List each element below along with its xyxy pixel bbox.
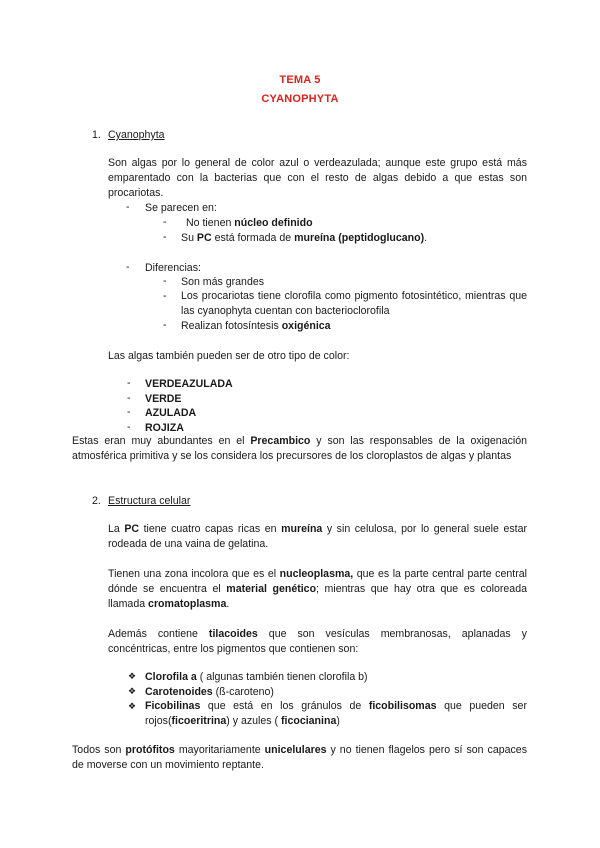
section-number-1: 1.: [92, 129, 101, 141]
protofitos-paragraph: Todos son protófitos mayoritariamente unicelulares y no tienen flagelos pero sí son capaces de moverse con un movimiento reptante.: [72, 744, 527, 771]
diamond-bullet-icon: ❖: [128, 701, 137, 711]
section-number-2: 2.: [92, 495, 101, 507]
parecen-label: Se parecen en:: [145, 202, 217, 214]
list-dash: -: [163, 319, 167, 331]
section-heading-estructura: Estructura celular: [108, 495, 191, 507]
list-dash: -: [126, 201, 130, 213]
list-dash: -: [127, 421, 131, 433]
list-dash: -: [163, 290, 167, 302]
nucleoplasma-paragraph: Tienen una zona incolora que es el nucleoplasma, que es la parte central parte central dónde se encuentra el material genético; mientras que hay otra que es coloreada llamada cromatoplasma.: [108, 568, 527, 610]
color-item: AZULADA: [145, 407, 197, 419]
list-dash: -: [163, 216, 167, 228]
pigment-item-2: Carotenoides (ß-caroteno): [145, 686, 274, 698]
list-dash: -: [127, 406, 131, 418]
pigment-item-3: Ficobilinas que está en los gránulos de ficobilisomas que pueden ser rojos(ficoeritrina) y azules ( ficocianina): [145, 700, 527, 727]
diferencias-item-3: Realizan fotosíntesis oxigénica: [181, 320, 331, 332]
diferencias-item-1: Son más grandes: [181, 276, 265, 288]
pc-paragraph: La PC tiene cuatro capas ricas en mureína y sin celulosa, por lo general suele estar rodeada de una vaina de gelatina.: [108, 523, 527, 550]
list-dash: -: [126, 261, 130, 273]
color-item: VERDE: [145, 393, 182, 405]
pigment-item-1: Clorofila a ( algunas también tienen clorofila b): [145, 671, 368, 683]
list-dash: -: [127, 377, 131, 389]
document-title-cyanophyta: CYANOPHYTA: [261, 93, 339, 105]
color-item: VERDEAZULADA: [145, 378, 233, 390]
section-heading-cyanophyta: Cyanophyta: [108, 129, 165, 141]
color-item: ROJIZA: [145, 422, 184, 434]
list-dash: -: [163, 275, 167, 287]
parecen-item-2: Su PC está formada de mureína (peptidoglucano).: [181, 232, 428, 244]
diamond-bullet-icon: ❖: [128, 686, 137, 696]
diferencias-label: Diferencias:: [145, 262, 201, 274]
intro-paragraph: Son algas por lo general de color azul o verdeazulada; aunque este grupo está más emparentado con la bacterias que con el resto de algas debido a que estas son procariotas.: [108, 157, 527, 199]
list-dash: -: [163, 231, 167, 243]
diamond-bullet-icon: ❖: [128, 671, 137, 681]
tilacoides-paragraph: Además contiene tilacoides que son vesículas membranosas, aplanadas y concéntricas, entre los pigmentos que contienen son:: [108, 628, 527, 655]
diferencias-item-2: Los procariotas tiene clorofila como pigmento fotosintético, mientras que las cyanophyta cuentan con bacterioclorofila: [181, 290, 527, 317]
document-title-tema: TEMA 5: [279, 74, 321, 86]
precambrico-paragraph: Estas eran muy abundantes en el Precambico y son las responsables de la oxigenación atmosférica primitiva y se los considera los precursores de los cloroplastos de algas y plantas: [72, 435, 528, 462]
list-dash: -: [127, 392, 131, 404]
parecen-item-1: No tienen núcleo definido: [186, 217, 313, 229]
colores-intro: Las algas también pueden ser de otro tipo de color:: [108, 350, 350, 362]
